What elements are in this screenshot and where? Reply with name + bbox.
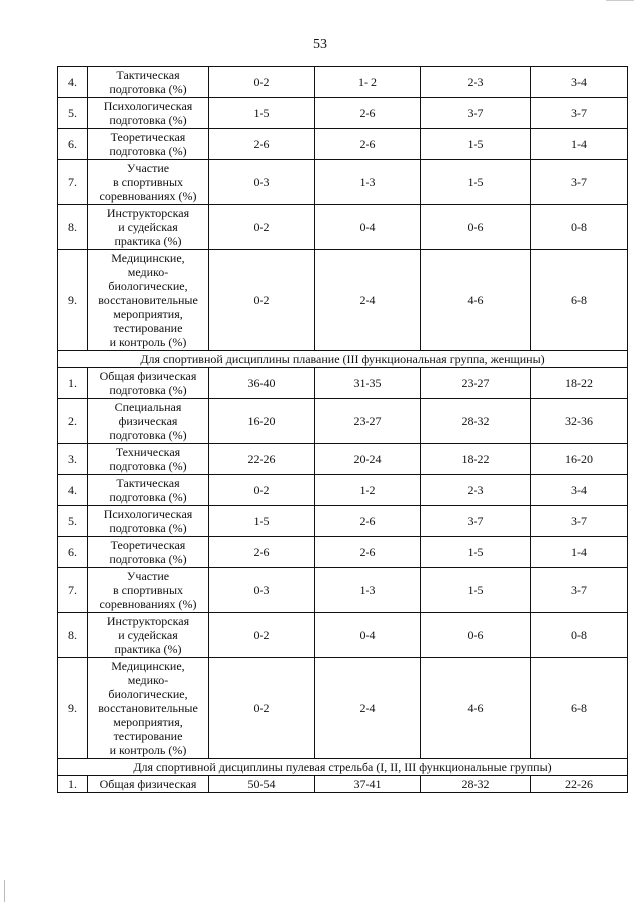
value-cell: 1-3 [315,160,421,205]
row-label: Участие в спортивных соревнованиях (%) [88,568,209,613]
value-cell: 0-4 [315,613,421,658]
table-row [58,399,628,444]
scan-artifact [606,0,634,1]
row-number: 4. [58,475,88,506]
value-cell: 28-32 [421,399,531,444]
table-row [58,205,628,250]
value-cell: 23-27 [421,368,531,399]
value-cell: 0-3 [209,568,315,613]
value-cell: 1-4 [531,129,628,160]
value-cell: 2-6 [209,537,315,568]
value-cell: 1-5 [421,537,531,568]
row-label: Психологическая подготовка (%) [88,506,209,537]
value-cell: 22-26 [531,776,628,793]
value-cell: 3-7 [421,98,531,129]
value-cell: 0-2 [209,658,315,759]
value-cell: 1- 2 [315,67,421,98]
table-row [58,444,628,475]
value-cell: 2-6 [315,129,421,160]
row-number: 9. [58,658,88,759]
value-cell: 1-5 [209,98,315,129]
row-label: Общая физическая [88,776,209,793]
value-cell: 18-22 [531,368,628,399]
value-cell: 0-6 [421,205,531,250]
row-label: Общая физическая подготовка (%) [88,368,209,399]
value-cell: 0-6 [421,613,531,658]
row-number: 6. [58,129,88,160]
table-row [58,67,628,98]
table-row [58,776,628,793]
value-cell: 3-7 [421,506,531,537]
row-label: Медицинские, медико- биологические, восстановительные мероприятия, тестирование и контроль (%) [88,250,209,351]
row-number: 1. [58,368,88,399]
table-row [58,250,628,351]
value-cell: 20-24 [315,444,421,475]
value-cell: 22-26 [209,444,315,475]
table-row [58,160,628,205]
value-cell: 3-7 [531,506,628,537]
section-header-row [58,759,628,776]
section-title-swimming: Для спортивной дисциплины плавание (III функциональная группа, женщины) [58,351,628,368]
value-cell: 0-4 [315,205,421,250]
value-cell: 2-6 [315,537,421,568]
value-cell: 2-3 [421,67,531,98]
row-number: 9. [58,250,88,351]
value-cell: 0-3 [209,160,315,205]
row-number: 7. [58,160,88,205]
value-cell: 0-8 [531,613,628,658]
value-cell: 32-36 [531,399,628,444]
table-row [58,658,628,759]
table-row [58,613,628,658]
row-label: Медицинские, медико- биологические, восстановительные мероприятия, тестирование и контроль (%) [88,658,209,759]
value-cell: 2-4 [315,250,421,351]
value-cell: 50-54 [209,776,315,793]
value-cell: 3-4 [531,475,628,506]
table-row [58,368,628,399]
value-cell: 1-5 [209,506,315,537]
value-cell: 3-7 [531,568,628,613]
value-cell: 0-2 [209,205,315,250]
value-cell: 3-7 [531,98,628,129]
value-cell: 1-5 [421,160,531,205]
value-cell: 0-2 [209,250,315,351]
value-cell: 23-27 [315,399,421,444]
value-cell: 0-2 [209,475,315,506]
row-label: Тактическая подготовка (%) [88,475,209,506]
page-number: 53 [313,37,327,52]
row-label: Техническая подготовка (%) [88,444,209,475]
row-number: 6. [58,537,88,568]
table-row [58,98,628,129]
value-cell: 2-6 [315,506,421,537]
value-cell: 37-41 [315,776,421,793]
value-cell: 6-8 [531,250,628,351]
value-cell: 16-20 [531,444,628,475]
value-cell: 3-7 [531,160,628,205]
value-cell: 0-8 [531,205,628,250]
section-header-row [58,351,628,368]
row-label: Теоретическая подготовка (%) [88,537,209,568]
value-cell: 1-3 [315,568,421,613]
value-cell: 0-2 [209,67,315,98]
row-label: Инструкторская и судейская практика (%) [88,613,209,658]
value-cell: 2-6 [209,129,315,160]
row-number: 5. [58,98,88,129]
row-number: 4. [58,67,88,98]
value-cell: 1-5 [421,568,531,613]
value-cell: 28-32 [421,776,531,793]
training-table [57,66,628,793]
value-cell: 1-4 [531,537,628,568]
value-cell: 0-2 [209,613,315,658]
row-label: Теоретическая подготовка (%) [88,129,209,160]
value-cell: 3-4 [531,67,628,98]
row-label: Психологическая подготовка (%) [88,98,209,129]
value-cell: 18-22 [421,444,531,475]
value-cell: 4-6 [421,658,531,759]
table-row [58,568,628,613]
scan-artifact [4,880,5,902]
value-cell: 2-3 [421,475,531,506]
row-label: Участие в спортивных соревнованиях (%) [88,160,209,205]
table-row [58,537,628,568]
table-row [58,506,628,537]
value-cell: 6-8 [531,658,628,759]
row-label: Тактическая подготовка (%) [88,67,209,98]
value-cell: 2-6 [315,98,421,129]
row-number: 8. [58,205,88,250]
value-cell: 4-6 [421,250,531,351]
value-cell: 16-20 [209,399,315,444]
value-cell: 36-40 [209,368,315,399]
value-cell: 31-35 [315,368,421,399]
row-number: 8. [58,613,88,658]
value-cell: 1-2 [315,475,421,506]
table-row [58,475,628,506]
row-number: 7. [58,568,88,613]
row-number: 3. [58,444,88,475]
section-title-shooting: Для спортивной дисциплины пулевая стрельба (I, II, III функциональные группы) [58,759,628,776]
row-number: 2. [58,399,88,444]
value-cell: 2-4 [315,658,421,759]
row-number: 5. [58,506,88,537]
row-label: Инструкторская и судейская практика (%) [88,205,209,250]
row-label: Специальная физическая подготовка (%) [88,399,209,444]
value-cell: 1-5 [421,129,531,160]
table-row [58,129,628,160]
row-number: 1. [58,776,88,793]
